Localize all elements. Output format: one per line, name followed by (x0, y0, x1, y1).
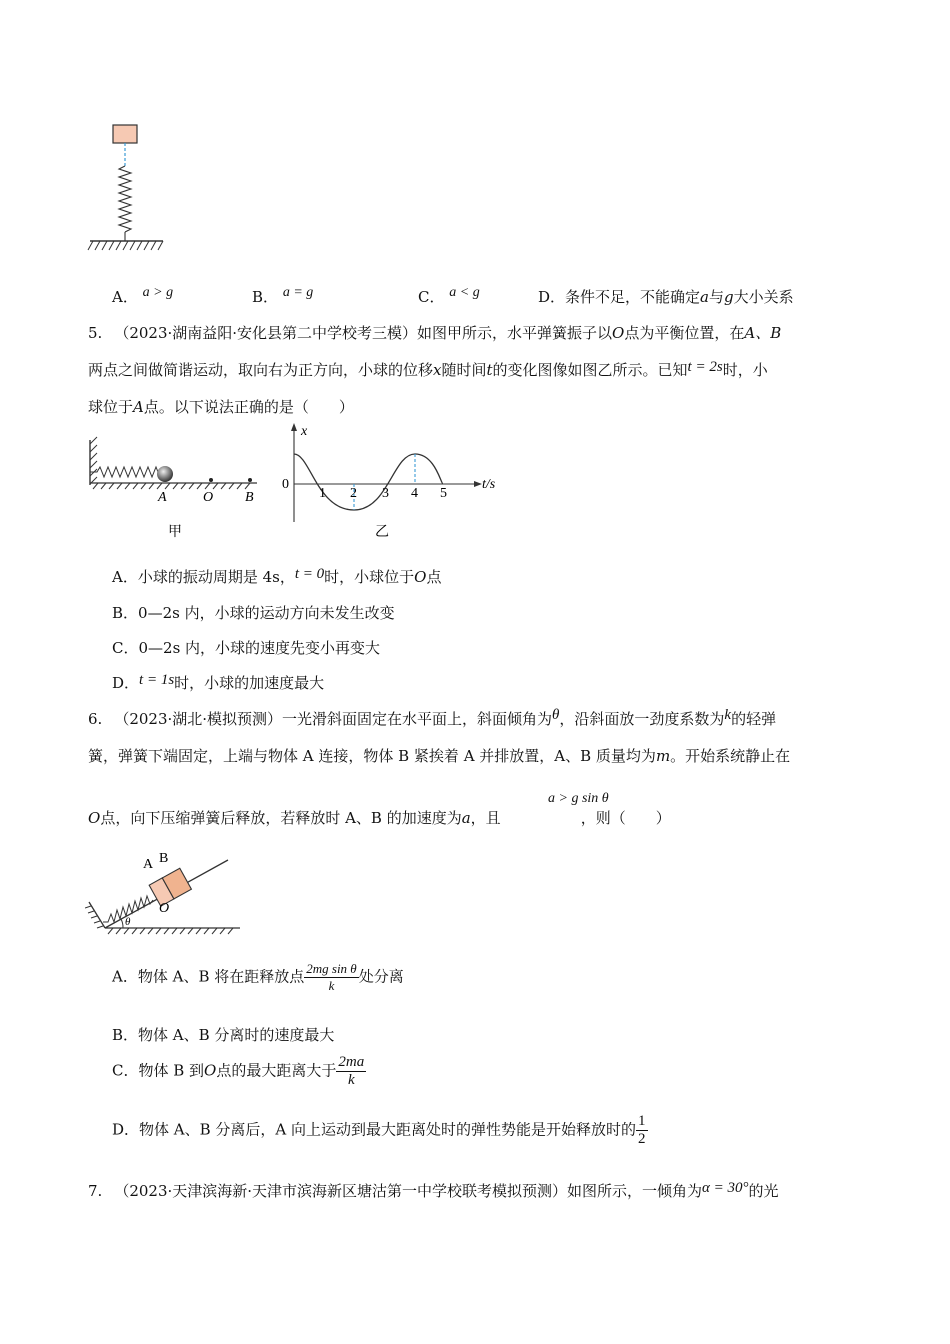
q5-stem-line-3: 球位于A点。以下说法正确的是（ ） (88, 398, 354, 416)
tick-2: 2 (350, 486, 357, 501)
q5-figure-oscillator (85, 432, 270, 547)
option-label: C． (112, 1061, 139, 1080)
option-label: A． (112, 288, 138, 306)
q6-incline-figure (85, 842, 245, 942)
tick-1: 1 (319, 486, 326, 501)
label-o: O (203, 490, 214, 505)
q6-option-a: A．物体 A、B 将在距释放点 $\frac{\text{2mg sin θ}}{k}$ 处分离 (112, 961, 404, 993)
q4-spring-figure (85, 120, 175, 260)
q5-option-c: C．0—2s 内，小球的速度先变小再变大 (112, 639, 381, 657)
option-expr: a = g (282, 285, 314, 300)
label-theta: θ (125, 916, 131, 928)
q6-stem-line-1: 6. （2023·湖北·模拟预测）一光滑斜面固定在水平面上，斜面倾角为θ，沿斜面放一劲度系数为k的轻弹 (88, 707, 777, 728)
fraction: $\frac{1}{2}$ (638, 1113, 646, 1147)
q6-option-b: B．物体 A、B 分离时的速度最大 (112, 1026, 335, 1044)
q4-option-d: D．条件不足，不能确定a与g大小关系 (538, 288, 794, 306)
question-number: 6. (88, 710, 103, 728)
q5-stem-line-2: 两点之间做简谐运动，取向右为正方向，小球的位移x随时间t的变化图像如图乙所示。已知t = 2s时，小 (88, 359, 768, 379)
time-expr: t = 2s (687, 359, 723, 375)
q5-figure-xt-graph (275, 420, 510, 545)
option-label: B． (252, 288, 279, 306)
q5-option-a: A．小球的振动周期是 4s，t = 0时，小球位于O点 (112, 566, 442, 586)
q5-stem-line-1: 5. （2023·湖南益阳·安化县第二中学校考三模）如图甲所示，水平弹簧振子以O点为平衡位置，在A、B (88, 324, 782, 342)
option-expr: a > g (142, 285, 174, 300)
q6-option-c: C．物体 B 到O点的最大距离大于 $\frac{2ma}{k}$ (112, 1054, 365, 1088)
label-a: A (143, 857, 154, 872)
q5-option-d: D．t = 1s时，小球的加速度最大 (112, 672, 325, 692)
option-expr: a < g (449, 285, 480, 300)
option-label: A． (112, 967, 138, 986)
question-number: 7. (88, 1182, 103, 1200)
option-label: C． (112, 639, 139, 657)
x-axis-label: t/s (482, 477, 496, 492)
option-label: B． (112, 1026, 139, 1044)
option-label: D． (538, 288, 566, 306)
fraction: $\frac{2ma}{k}$ (338, 1054, 365, 1088)
fraction: $\frac{\text{2mg sin θ}}{k}$ (306, 961, 357, 993)
label-o: O (159, 901, 170, 916)
q4-option-c (418, 286, 480, 307)
origin-label: 0 (282, 477, 289, 492)
option-label: D． (112, 674, 140, 692)
q6-stem-line-2: 簧，弹簧下端固定，上端与物体 A 连接，物体 B 紧挨着 A 并排放置，A、B 质量均为m。开始系统静止在 (88, 747, 791, 765)
q6-condition-expr: a > g sin θ (548, 791, 609, 806)
q6-option-d: D．物体 A、B 分离后，A 向上运动到最大距离处时的弹性势能是开始释放时的 $\frac{1}{2}$ (112, 1113, 646, 1147)
caption-yi: 乙 (375, 525, 389, 540)
q4-option-b (252, 286, 313, 307)
label-b: B (245, 490, 254, 505)
q7-stem-line-1: 7. （2023·天津滨海新·天津市滨海新区塘沽第一中学校联考模拟预测）如图所示，一倾角为α = 30°的光 (88, 1180, 779, 1200)
q6-stem-line-3: O点，向下压缩弹簧后释放，若释放时 A、B 的加速度为a，且 ，则（ ） (88, 809, 671, 827)
tick-4: 4 (411, 486, 418, 501)
label-b: B (159, 851, 169, 866)
y-axis-label: x (301, 424, 308, 439)
caption-jia: 甲 (168, 525, 182, 540)
q4-option-a (112, 286, 173, 307)
question-number: 5. (88, 324, 103, 342)
option-label: B． (112, 604, 139, 622)
option-label: D． (112, 1120, 140, 1139)
option-label: C． (418, 288, 445, 306)
q5-option-b: B．0—2s 内，小球的运动方向未发生改变 (112, 604, 395, 622)
tick-5: 5 (440, 486, 447, 501)
label-a: A (158, 490, 167, 505)
option-label: A． (112, 568, 138, 586)
tick-3: 3 (382, 486, 389, 501)
